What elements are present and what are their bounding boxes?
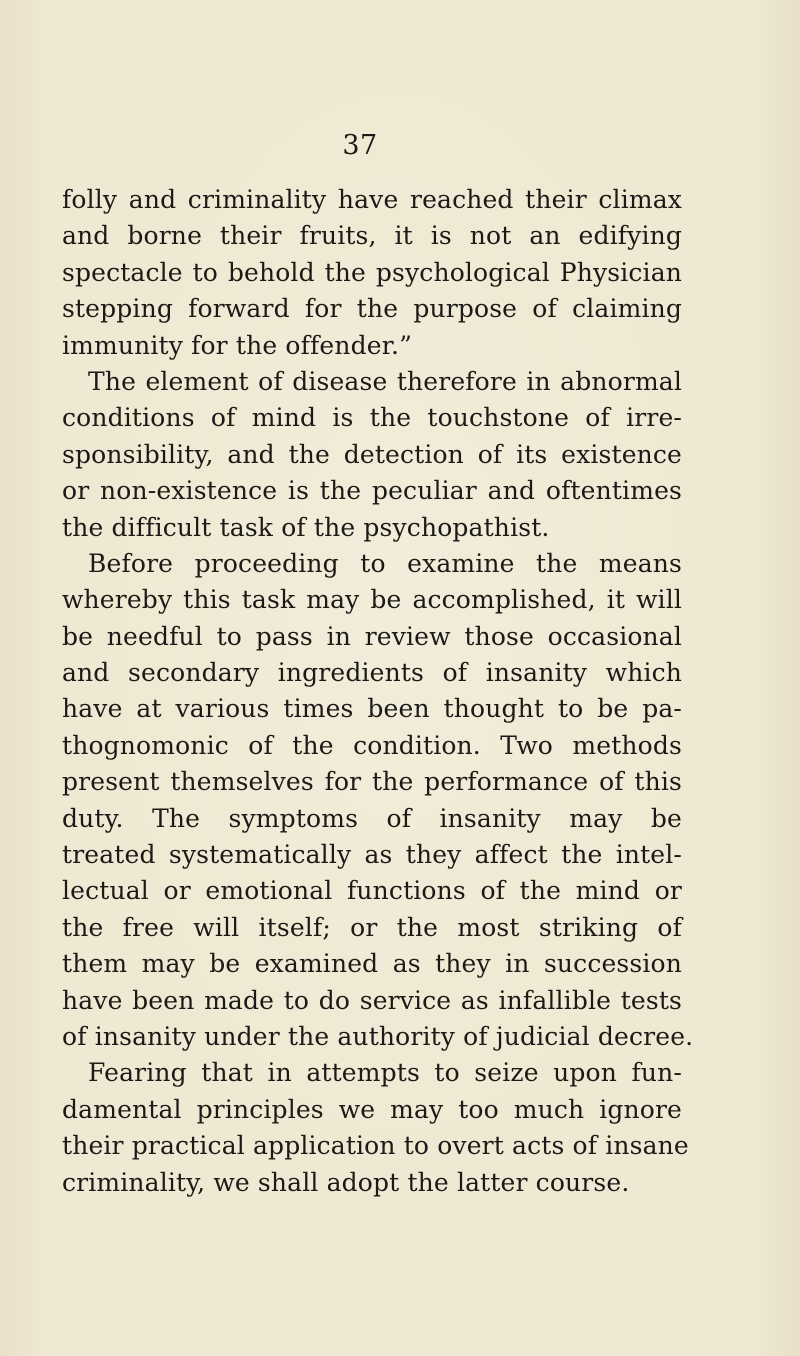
text-line: Fearing that in attempts to seize upon fun-	[88, 1058, 682, 1088]
text-line: folly and criminality have reached their climax	[62, 185, 682, 214]
page-number: 37	[342, 130, 378, 161]
text-line: The element of disease therefore in abnormal	[88, 366, 682, 396]
text-line: their practical application to overt acts of insane	[62, 1131, 689, 1161]
text-line: treated systematically as they affect the intel-	[62, 840, 682, 870]
text-line: criminality, we shall adopt the latter course.	[62, 1167, 630, 1197]
text-line: the difficult task of the psychopathist.	[62, 512, 550, 542]
text-line: conditions of mind is the touchstone of irre-	[62, 403, 682, 433]
text-line: be needful to pass in review those occasional	[62, 621, 682, 651]
text-line: or non-existence is the peculiar and oftentimes	[62, 476, 682, 506]
text-line: duty. The symptoms of insanity may be	[62, 803, 682, 833]
text-line: Before proceeding to examine the means	[88, 548, 682, 578]
text-line: and secondary ingredients of insanity which	[62, 658, 682, 688]
text-line: the free will itself; or the most striking of	[62, 912, 682, 942]
text-line: them may be examined as they in succession	[62, 949, 682, 979]
text-line: immunity for the offender.”	[62, 330, 413, 360]
text-line: damental principles we may too much ignore	[62, 1094, 682, 1124]
body-text	[62, 182, 694, 1201]
text-line: and borne their fruits, it is not an edifying	[62, 221, 682, 251]
text-line: whereby this task may be accomplished, it will	[62, 585, 682, 615]
text-line: have been made to do service as infallible tests	[62, 985, 682, 1015]
text-line: sponsibility, and the detection of its existence	[62, 439, 682, 469]
text-line: lectual or emotional functions of the mind or	[62, 876, 682, 906]
text-line: have at various times been thought to be pa-	[62, 694, 682, 724]
text-line: of insanity under the authority of judicial decree.	[62, 1021, 694, 1051]
text-line: spectacle to behold the psychological Physician	[62, 257, 682, 287]
text-line: present themselves for the performance of this	[62, 767, 682, 797]
text-line: stepping forward for the purpose of claiming	[62, 294, 682, 324]
text-line: thognomonic of the condition. Two methods	[62, 730, 682, 760]
